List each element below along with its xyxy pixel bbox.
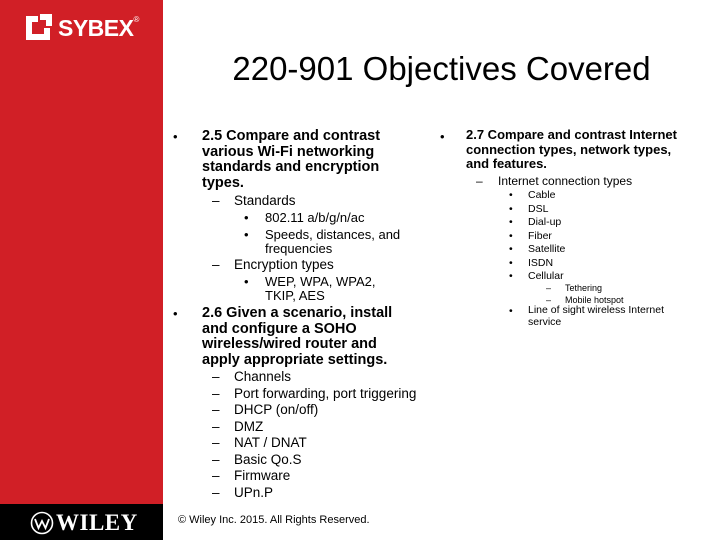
list-item: – DMZ xyxy=(212,418,264,434)
encryption-item: WEP, WPA, WPA2, TKIP, AES xyxy=(265,274,376,303)
list-item: – Mobile hotspot xyxy=(546,295,624,305)
bullet-icon: • xyxy=(244,227,249,242)
list-item: • Cable xyxy=(509,189,556,201)
sidebar xyxy=(0,0,163,540)
list-item-text: Basic Qo.S xyxy=(234,451,302,467)
list-item: – Port forwarding, port triggering xyxy=(212,385,417,401)
list-item-text: DMZ xyxy=(234,418,264,434)
list-item-text: DHCP (on/off) xyxy=(234,402,319,417)
list-item: • Satellite xyxy=(509,243,566,255)
copyright-footer: © Wiley Inc. 2015. All Rights Reserved. xyxy=(178,514,370,526)
list-item: • Cellular xyxy=(509,270,564,282)
list-item: – Channels xyxy=(212,369,292,384)
internet-types-label: Internet connection types xyxy=(498,174,633,188)
standards-item: 802.11 a/b/g/n/ac xyxy=(265,210,365,225)
dash-icon: – xyxy=(212,193,220,208)
list-item: • Fiber xyxy=(509,229,552,242)
connection-types-list xyxy=(509,189,565,284)
list-item: – UPn.P xyxy=(212,484,274,500)
list-item: • ISDN xyxy=(509,256,554,269)
sybex-mark-icon xyxy=(22,12,54,44)
list-item-text: Dial-up xyxy=(528,216,562,228)
list-item-text: Fiber xyxy=(528,229,552,242)
objective-2-7: 2.7 Compare and contrast Internet connection types, network types, and features. xyxy=(466,127,677,171)
bullet-icon: • xyxy=(173,306,178,321)
standards-label: Standards xyxy=(234,193,296,208)
sybex-wordmark xyxy=(58,15,139,42)
list-item: – Firmware xyxy=(212,468,291,483)
bullet-icon: • xyxy=(244,210,249,225)
list-item-text: UPn.P xyxy=(234,484,274,500)
list-item-text: ISDN xyxy=(528,256,554,269)
list-item: – Basic Qo.S xyxy=(212,451,302,467)
wiley-logo xyxy=(0,504,163,540)
router-settings-list xyxy=(212,369,416,501)
list-item-text: DSL xyxy=(528,202,549,215)
standards-item: Speeds, distances, and frequencies xyxy=(265,227,401,256)
list-item-text: Channels xyxy=(234,369,292,384)
bullet-icon: • xyxy=(244,274,249,289)
slide-title: 220-901 Objectives Covered xyxy=(232,50,651,87)
bullet-icon: • xyxy=(509,305,513,317)
list-item-text: Port forwarding, port triggering xyxy=(234,385,417,401)
sybex-text: SYBEX xyxy=(58,15,134,41)
list-item-text: Mobile hotspot xyxy=(565,295,624,305)
list-item-text: NAT / DNAT xyxy=(234,435,307,450)
list-item-text: Cable xyxy=(528,189,556,201)
objective-2-6: 2.6 Given a scenario, install and configure a SOHO wireless/wired router and apply appropriate settings. xyxy=(202,305,393,368)
dash-icon: – xyxy=(212,257,220,272)
dash-icon: – xyxy=(476,174,483,188)
wiley-emblem-icon xyxy=(30,511,54,535)
line-of-sight-item: Line of sight wireless Internet service xyxy=(528,304,664,328)
list-item-text: Satellite xyxy=(528,243,566,255)
list-item: • DSL xyxy=(509,202,549,215)
bullet-icon: • xyxy=(173,129,178,144)
list-item: – Tethering xyxy=(546,283,603,293)
list-item: – NAT / DNAT xyxy=(212,435,307,450)
sybex-logo xyxy=(22,12,142,46)
list-item-text: Tethering xyxy=(565,283,603,293)
list-item: • Dial-up xyxy=(509,216,562,228)
list-item-text: Firmware xyxy=(234,468,291,483)
objective-2-5: 2.5 Compare and contrast various Wi-Fi networking standards and encryption types. xyxy=(202,128,381,191)
cellular-sublist xyxy=(546,282,624,306)
list-item: – DHCP (on/off) xyxy=(212,402,319,417)
encryption-label: Encryption types xyxy=(234,257,334,272)
bullet-icon: • xyxy=(440,129,445,144)
trademark-symbol: ® xyxy=(133,15,139,24)
list-item-text: Cellular xyxy=(528,270,564,282)
wiley-text: WILEY xyxy=(56,510,138,535)
